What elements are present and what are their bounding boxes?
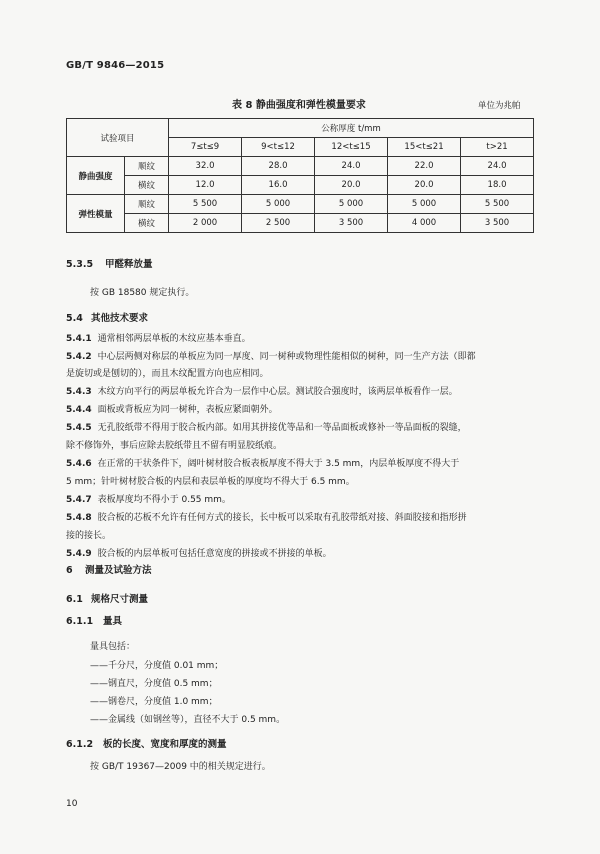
row-group-label: 弹性模量 xyxy=(67,195,125,233)
tools-intro: 量具包括： xyxy=(90,642,136,652)
section-number: 5.3.5 xyxy=(66,259,94,270)
section-title: 测量及试验方法 xyxy=(85,565,152,576)
table-cell: 20.0 xyxy=(315,176,388,195)
table-cell: 5 500 xyxy=(169,195,242,214)
clause-text: 5 mm；针叶树材胶合板的内层和表层单板的厚度均不得大于 6.5 mm。 xyxy=(66,477,355,487)
section-heading xyxy=(66,256,153,270)
paragraph-line xyxy=(66,456,536,473)
row-group-label: 静曲强度 xyxy=(67,157,125,195)
clause-text: 面板或背板应为同一树种，表板应紧面朝外。 xyxy=(97,405,278,415)
table-cell: 18.0 xyxy=(461,176,534,195)
clause-number: 5.4.2 xyxy=(66,352,92,362)
clause-number: 5.4.9 xyxy=(66,549,92,559)
clause-text: 通常相邻两层单板的木纹应基本垂直。 xyxy=(97,334,251,344)
tool-item: ——钢直尺，分度值 0.5 mm； xyxy=(90,679,218,689)
section-heading xyxy=(66,591,148,605)
table-cell: 22.0 xyxy=(388,157,461,176)
paragraph-line xyxy=(66,349,536,366)
table-cell: 12.0 xyxy=(169,176,242,195)
clause-number: 5.4.5 xyxy=(66,423,92,433)
col-header: 9<t≤12 xyxy=(242,138,315,157)
clause-text: 接的接长。 xyxy=(66,531,112,541)
clause-number: 5.4.3 xyxy=(66,387,92,397)
paragraph: 按 GB/T 19367—2009 中的相关规定进行。 xyxy=(90,762,271,772)
clause-text: 在正常的干状条件下，阔叶树材胶合板表板厚度不得大于 3.5 mm，内层单板厚度不得大于 xyxy=(97,459,460,469)
col-header: 7≤t≤9 xyxy=(169,138,242,157)
clause-text: 木纹方向平行的两层单板允许合为一层作中心层。测试胶合强度时，该两层单板看作一层。 xyxy=(97,387,458,397)
section-title: 规格尺寸测量 xyxy=(91,594,149,605)
section-number: 6 xyxy=(66,565,73,576)
clause-text: 中心层两侧对称层的单板应为同一厚度、同一树种或物理性能相似的树种，同一生产方法（即都 xyxy=(97,352,476,362)
row-sub-label: 顺纹 xyxy=(125,157,169,176)
table-cell: 5 000 xyxy=(315,195,388,214)
table-row xyxy=(67,214,534,233)
table-cell: 5 000 xyxy=(388,195,461,214)
section-heading xyxy=(66,613,122,627)
paragraph-line xyxy=(66,366,536,383)
table-cell: 16.0 xyxy=(242,176,315,195)
table-row xyxy=(67,176,534,195)
header-thickness-group: 公称厚度 t/mm xyxy=(169,119,534,138)
row-sub-label: 横纹 xyxy=(125,214,169,233)
clause-number: 5.4.8 xyxy=(66,513,92,523)
section-heading xyxy=(66,310,148,324)
table-cell: 5 500 xyxy=(461,195,534,214)
row-sub-label: 横纹 xyxy=(125,176,169,195)
table-title: 表 8 静曲强度和弹性模量要求 xyxy=(232,100,366,111)
standard-code: GB/T 9846—2015 xyxy=(66,60,165,71)
table-cell: 24.0 xyxy=(315,157,388,176)
table-cell: 28.0 xyxy=(242,157,315,176)
table-cell: 3 500 xyxy=(461,214,534,233)
table-cell: 4 000 xyxy=(388,214,461,233)
clause-text: 表板厚度均不得小于 0.55 mm。 xyxy=(97,495,231,505)
table-row xyxy=(67,157,534,176)
table-cell: 3 500 xyxy=(315,214,388,233)
clause-text: 除不修饰外，事后应除去胶纸带且不留有明显胶纸痕。 xyxy=(66,441,283,451)
clause-number: 5.4.4 xyxy=(66,405,92,415)
section-heading xyxy=(66,562,152,576)
page-number: 10 xyxy=(66,799,78,809)
col-header: t>21 xyxy=(461,138,534,157)
tool-item: ——钢卷尺，分度值 1.0 mm； xyxy=(90,697,218,707)
table-cell: 2 500 xyxy=(242,214,315,233)
section-title: 量具 xyxy=(103,616,123,627)
strength-modulus-table xyxy=(66,118,534,233)
paragraph-line xyxy=(66,402,536,419)
clause-text: 无孔胶纸带不得用于胶合板内部。如用其拼接优等品和一等品面板或修补一等品面板的裂缝， xyxy=(97,423,467,433)
table-cell: 2 000 xyxy=(169,214,242,233)
tool-item: ——金属线（如钢丝等），直径不大于 0.5 mm。 xyxy=(90,715,286,725)
clause-number: 5.4.1 xyxy=(66,334,92,344)
header-test-item: 试验项目 xyxy=(67,119,169,157)
section-title: 甲醛释放量 xyxy=(105,259,153,270)
section-number: 6.1.2 xyxy=(66,739,94,750)
clause-text: 胶合板的内层单板可包括任意宽度的拼接或不拼接的单板。 xyxy=(97,549,332,559)
paragraph-line xyxy=(66,528,536,545)
table-cell: 20.0 xyxy=(388,176,461,195)
tool-item: ——千分尺，分度值 0.01 mm； xyxy=(90,661,224,671)
table-cell: 24.0 xyxy=(461,157,534,176)
paragraph: 按 GB 18580 规定执行。 xyxy=(90,288,195,298)
clause-text: 胶合板的芯板不允许有任何方式的接长，长中板可以采取有孔胶带纸对接、斜面胶接和指形拼 xyxy=(97,513,467,523)
paragraph-line xyxy=(66,420,536,437)
clause-number: 5.4.7 xyxy=(66,495,92,505)
section-heading xyxy=(66,736,227,750)
paragraph-line xyxy=(66,384,536,401)
clause-number: 5.4.6 xyxy=(66,459,92,469)
table-unit: 单位为兆帕 xyxy=(478,101,521,111)
paragraph-line xyxy=(66,492,536,509)
section-number: 6.1.1 xyxy=(66,616,94,627)
paragraph-line xyxy=(66,331,536,348)
table-cell: 32.0 xyxy=(169,157,242,176)
section-number: 6.1 xyxy=(66,594,83,605)
col-header: 12<t≤15 xyxy=(315,138,388,157)
col-header: 15<t≤21 xyxy=(388,138,461,157)
section-number: 5.4 xyxy=(66,313,83,324)
section-title: 板的长度、宽度和厚度的测量 xyxy=(103,739,227,750)
paragraph-line xyxy=(66,438,536,455)
table-cell: 5 000 xyxy=(242,195,315,214)
table-row xyxy=(67,195,534,214)
paragraph-line xyxy=(66,510,536,527)
row-sub-label: 顺纹 xyxy=(125,195,169,214)
paragraph-line xyxy=(66,474,536,491)
section-title: 其他技术要求 xyxy=(91,313,149,324)
clause-text: 是旋切或是刨切的），而且木纹配置方向也应相同。 xyxy=(66,369,269,379)
paragraph-line xyxy=(66,546,536,563)
